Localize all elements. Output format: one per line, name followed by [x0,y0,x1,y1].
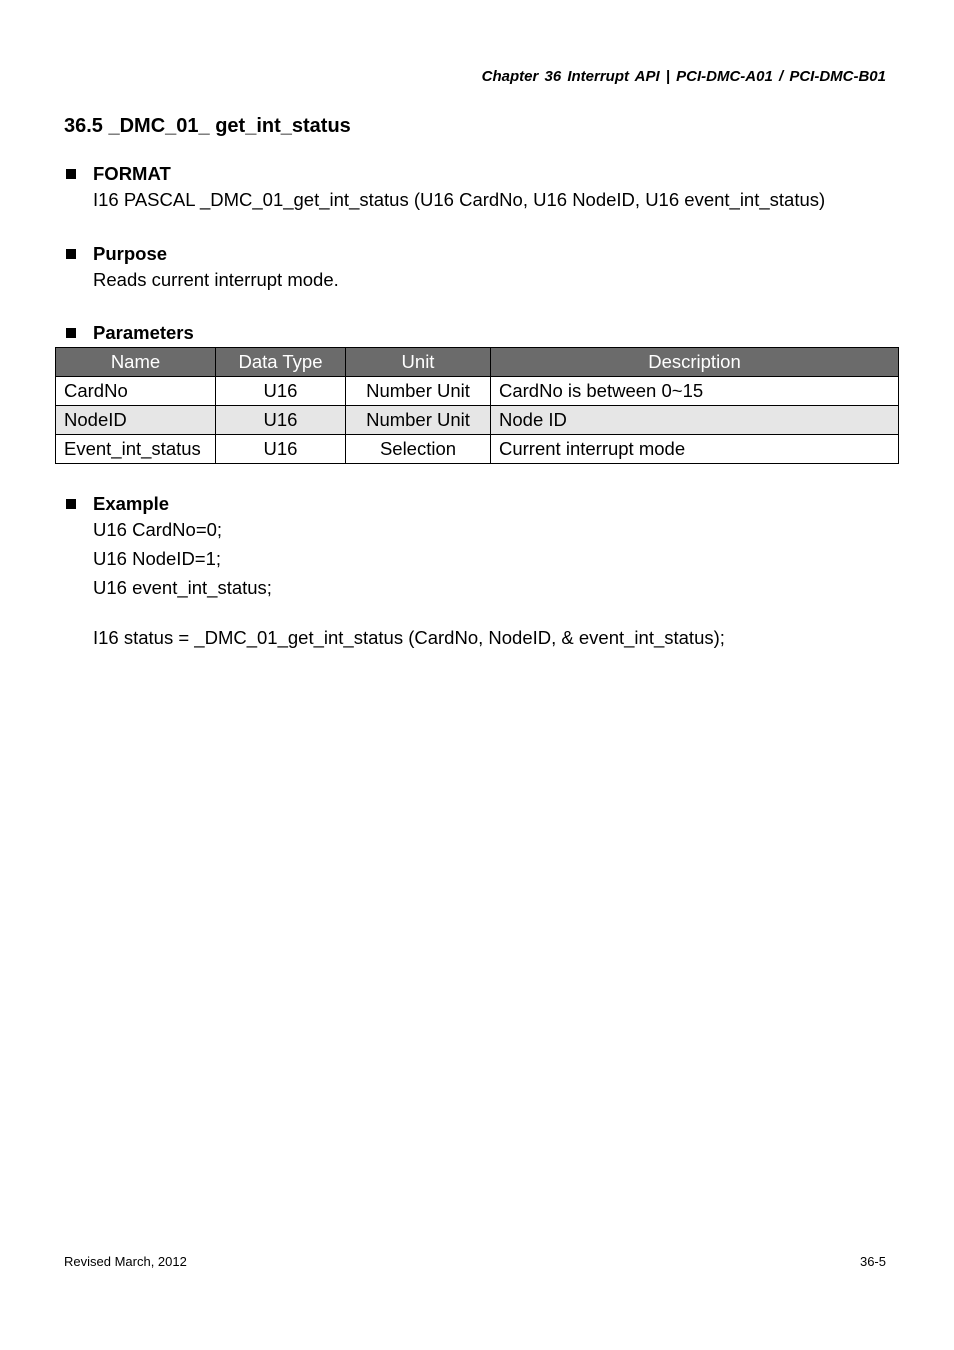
parameters-heading [64,322,194,344]
cell-data-type: U16 [216,435,346,464]
example-call: I16 status = _DMC_01_get_int_status (CardNo, NodeID, & event_int_status); [93,627,725,648]
purpose-text: Reads current interrupt mode. [93,269,339,290]
table-row [56,435,899,464]
cell-name: NodeID [56,406,216,435]
purpose-heading [64,243,339,265]
format-signature: I16 PASCAL _DMC_01_get_int_status (U16 CardNo, U16 NodeID, U16 event_int_status) [93,189,826,210]
section-title: 36.5 _DMC_01_ get_int_status [64,115,351,137]
page-header: Chapter 36 Interrupt API | PCI-DMC-A01 / PCI-DMC-B01 [481,68,886,85]
column-header-name: Name [56,348,216,377]
format-heading-text: FORMAT [93,163,171,184]
bullet-square-icon [66,499,76,509]
column-header-unit: Unit [346,348,491,377]
bullet-square-icon [66,328,76,338]
example-heading-text: Example [93,493,170,514]
cell-name: CardNo [56,377,216,406]
bullet-square-icon [66,169,76,179]
table-header-row [56,348,899,377]
example-line: U16 CardNo=0; [93,519,223,540]
table-row [56,406,899,435]
example-line: U16 NodeID=1; [93,548,222,569]
parameters-heading-text: Parameters [93,322,194,343]
parameters-table [55,347,899,464]
example-line: U16 event_int_status; [93,577,272,598]
cell-description: CardNo is between 0~15 [491,377,899,406]
parameters-section [64,322,194,344]
cell-unit: Number Unit [346,377,491,406]
bullet-square-icon [66,249,76,259]
cell-data-type: U16 [216,406,346,435]
cell-description: Current interrupt mode [491,435,899,464]
cell-unit: Number Unit [346,406,491,435]
cell-data-type: U16 [216,377,346,406]
purpose-section [64,243,339,294]
table-row [56,377,899,406]
purpose-heading-text: Purpose [93,243,168,264]
example-heading [64,493,725,515]
cell-description: Node ID [491,406,899,435]
column-header-data-type: Data Type [216,348,346,377]
example-section [64,493,725,652]
cell-name: Event_int_status [56,435,216,464]
footer-page-number: 36-5 [859,1254,886,1269]
format-heading [64,163,825,185]
column-header-description: Description [491,348,899,377]
format-section [64,163,825,214]
cell-unit: Selection [346,435,491,464]
footer-revision: Revised March, 2012 [64,1254,187,1269]
